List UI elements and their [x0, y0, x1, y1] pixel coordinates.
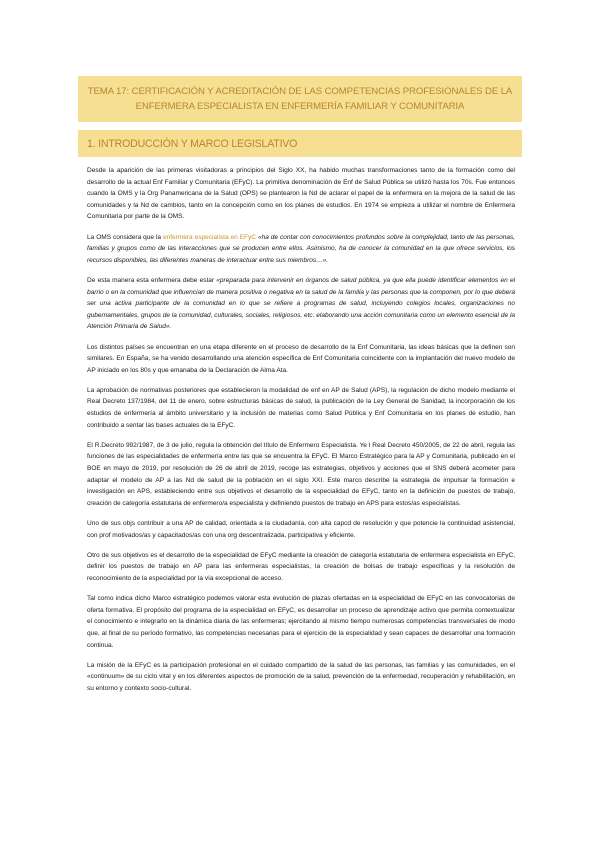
topic-title: TEMA 17: CERTIFICACIÓN Y ACREDITACIÓN DE LAS COMPETENCIAS PROFESIONALES DE LA ENFERMERA ESPECIALISTA EN ENFERMERÍA FAMILIAR Y COMUNITARIA — [87, 86, 513, 112]
section-header — [78, 130, 522, 157]
paragraph-2 — [87, 232, 515, 267]
paragraph-3-quote: «preparada para intervenir en órganos de salud pública, ya que ella puede identificar elementos en el barrio o en la comunidad que influencian de manera positiva o negativa en la salud de la familia y las personas que la componen, por lo que deberá ser una activa participante de la comunidad en lo que se refiere a programas de salud, incluyendo colegios locales, organizaciones no gubernamentales, grupos de la comunidad, culturales, sociales, religiosos, etc. elaborando una acción comunitaria como un elemento esencial de la Atención Primaria de Salud». — [87, 276, 516, 331]
body-text — [87, 165, 515, 703]
paragraph-3-lead: De esta manera esta enfermera debe estar — [87, 276, 217, 284]
paragraph-7: Uno de sus objs contribuir a una AP de calidad, orientada a la ciudadanía, con alta capcd de resolución y que potencie la continuidad asistencial, con prof motivados/as y capacitados/as con una org descentralizada, participativa y eficiente. — [87, 520, 515, 539]
paragraph-3 — [87, 275, 515, 333]
section-title: 1. INTRODUCCIÓN Y MARCO LEGISLATIVO — [87, 137, 298, 150]
paragraph-10: La misión de la EFyC es la participación profesional en el cuidado compartido de la salud de las personas, las familias y las comunidades, en el «continuum» de su ciclo vital y en los diferentes aspectos de promoción de la salud, prevención de la enfermedad, recuperación y rehabilitación, en su entorno y contexto socio-cultural. — [87, 661, 515, 692]
paragraph-2-lead: La OMS considera que la — [87, 233, 163, 241]
paragraph-4: Los distintos países se encuentran en una etapa diferente en el proceso de desarrollo de la Enf Comunitaria, las ideas básicas que la definen son similares. En España, se ha venido desarrollando una atención específica de Enf Comunitaria coincidente con la implantación del nuevo modelo de AP iniciado en los 80s y que emanaba de la Declaración de Alma Ata. — [87, 343, 515, 374]
paragraph-2-quote: «ha de contar con conocimientos profundos sobre la complejidad, tanto de las personas, familias y grupos como de las interacciones que se producen entre ellos. Asimismo, ha de conocer la comunidad en la que ofrece servicios, los recursos disponibles, las diferentes maneras de interactuar entre sus miembros…». — [87, 233, 515, 264]
highlighted-term: enfermera especialista en EFyC — [162, 233, 256, 241]
paragraph-5: La aprobación de normativas posteriores que establecieron la modalidad de enf en AP de Salud (APS), la regulación de dicho modelo mediante el Real Decreto 137/1984, del 11 de enero, sobre estructuras básicas de salud, la publicación de la Ley General de Sanidad, la incorporación de los estudios de enfermería al ámbito universitario y la inclusión de materias como Salud Pública y Enf Comunitaria en los planes de estudio, han contribuido a sentar las bases actuales de la EFyC. — [87, 386, 515, 429]
paragraph-8: Otro de sus objetivos es el desarrollo de la especialidad de EFyC mediante la creación de categoría estatutaria de enfermera especialista en EFyC, definir los puestos de trabajo en AP para las enfermeras especialistas, la creación de bolsas de trabajo específicas y la resolución de reconocimiento de la especialidad por la vía excepcional de acceso. — [87, 551, 515, 582]
topic-banner — [78, 76, 522, 122]
paragraph-1: Desde la aparición de las primeras visitadoras a principios del Siglo XX, ha habido muchas transformaciones tanto de la formación como del desarrollo de la actual Enf Familiar y Comunitaria (EFyC). La primitiva denominación de Enf de Salud Pública se utilizó hasta los 70s. Fue entonces cuando la OMS y la Org Panamericana de la Salud (OPS) se plantearon la Nd de aclarar el papel de la enfermera en la mejora de la salud de las comunidades y la Nd de cambios, tanto en la concepción como en los planes de estudios. En 1974 se empieza a utilizar el nombre de Enfermera Comunitaria por parte de la OMS. — [87, 167, 515, 221]
paragraph-9: Tal como indica dicho Marco estratégico podemos valorar esta evolución de plazas ofertadas en la especialidad de EFyC en las convocatorias de oferta formativa. El propósito del programa de la especialidad en EFyC, es desarrollar un proceso de aprendizaje activo que permita contextualizar el conocimiento e integrarlo en la dinámica diaria de las enfermeras; ejercitando al mismo tiempo numerosas competencias transversales de modo que, al final de su período formativo, las competencias necesarias para el ejercicio de la especialidad y sean capaces de desarrollar una formación continua. — [87, 595, 515, 649]
paragraph-6: El R.Decreto 992/1987, de 3 de julio, regula la obtención del título de Enfermero Especialista. Ye l Real Decreto 450/2005, de 22 de abril, regula las funciones de las especialidades de enfermería entre las que se encuentra la EFyC. El Marco Estratégico para la AP y Comunitaria, publicado en el BOE en mayo de 2019, por resolución de 26 de abril de 2019, recoge las estrategias, objetivos y acciones que el SNS deberá acometer para adaptar el modelo de AP a las Nd de salud de la población en el siglo XXI. Este marco describe la estrategia de impulsar la formación e investigación en APS, estableciendo entre sus objetivos el desarrollo de la especialidad de EFyC, tanto en la definición de puestos de trabajo, creación de categoría estatutaria de enfermero/a especialista y definiendo puestos de trabajo en APS para estos/as especialistas. — [87, 441, 515, 507]
